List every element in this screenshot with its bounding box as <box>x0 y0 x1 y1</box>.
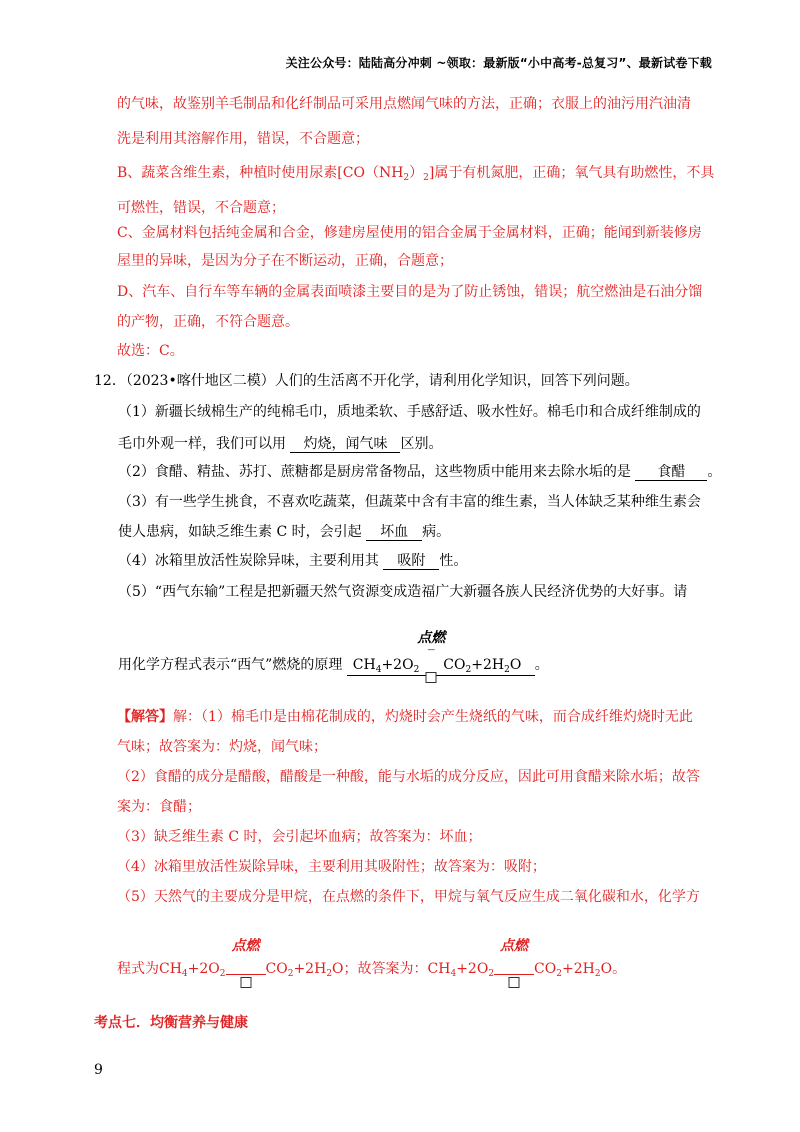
solution-condition-box-icon-1 <box>240 977 251 988</box>
q2-answer-blank: 食醋 <box>635 464 707 481</box>
q1-answer-blank: 灼烧，闻气味 <box>290 436 400 453</box>
prev-answer-a-line2: 洗是利用其溶解作用，错误，不合题意； <box>117 131 369 147</box>
solution-condition-2 <box>494 938 534 975</box>
solution-s1-line2: 气味；故答案为：灼烧，闻气味； <box>117 739 327 755</box>
solution-s2-line2: 案为：食醋； <box>117 799 201 815</box>
section-title: 考点七．均衡营养与健康 <box>94 1015 248 1031</box>
question-stem: 12．（2023•喀什地区二模）人们的生活离不开化学，请利用化学知识，回答下列问题。 <box>94 373 639 389</box>
solution-s2-line1: （2）食醋的成分是醋酸，醋酸是一种酸，能与水垢的成分反应，因此可用食醋来除水垢；故答 <box>117 769 700 785</box>
condition-text: 点燃 <box>417 630 446 646</box>
prev-answer-b-line1: B、蔬菜含维生素，种植时使用尿素$[CO(NH_2)_2]$属于有机氮肥，正确；氧气具有助燃性，不具 <box>117 165 715 183</box>
solution-condition-text-2: 点燃 <box>500 938 529 954</box>
q3-line2: 使人患病，如缺乏维生素 C 时，会引起 坏血 病。 <box>118 524 451 540</box>
solution-condition-text-1: 点燃 <box>231 938 260 954</box>
solution-tag: 【解答】 <box>117 709 173 725</box>
q4-answer-blank: 吸附 <box>383 553 439 570</box>
prev-answer-d-line1: D、汽车、自行车等车辆的金属表面喷漆主要目的是为了防止锈蚀，错误；航空燃油是石油分馏 <box>117 284 703 300</box>
prev-answer-c-line1: C、金属材料包括纯金属和合金，修建房屋使用的铝合金属于金属材料，正确；能闻到新装修房 <box>117 225 702 241</box>
solution-s4: （4）冰箱里放活性炭除异味，主要利用其吸附性；故答案为：吸附； <box>117 859 546 875</box>
q5-line1: （5）“西气东输”工程是把新疆天然气资源变成造福广大新疆各族人民经济优势的大好事。请 <box>118 584 688 600</box>
prev-answer-choice: 故选：C。 <box>117 343 184 359</box>
q3-line1: （3）有一些学生挑食，不喜欢吃蔬菜，但蔬菜中含有丰富的维生素，当人体缺乏某种维生素会 <box>118 494 701 510</box>
solution-condition-1 <box>226 938 266 975</box>
solution-condition-box-icon-2 <box>509 977 520 988</box>
q3-answer-blank: 坏血 <box>366 524 422 541</box>
q1-line1: （1）新疆长绒棉生产的纯棉毛巾，质地柔软、手感舒适、吸水性好。棉毛巾和合成纤维制成的 <box>118 404 701 420</box>
condition-dash: ‾ <box>427 648 435 664</box>
page-number: 9 <box>94 1062 103 1078</box>
prev-answer-c-line2: 屋里的异味，是因为分子在不断运动，正确，合题意； <box>117 253 453 269</box>
solution-s3: （3）缺乏维生素 C 时，会引起坏血病；故答案为：坏血； <box>117 829 482 845</box>
prev-answer-a-line1: 的气味，故鉴别羊毛制品和化纤制品可采用点燃闻气味的方法，正确；衣服上的油污用汽油清 <box>117 96 691 112</box>
q4-line: （4）冰箱里放活性炭除异味，主要利用其 吸附 性。 <box>118 553 468 569</box>
prev-answer-d-line2: 的产物，正确，不符合题意。 <box>117 314 299 330</box>
solution-s5-line1: （5）天然气的主要成分是甲烷，在点燃的条件下，甲烷与氧气反应生成二氧化碳和水，化学方 <box>117 889 700 905</box>
q1-line2: 毛巾外观一样，我们可以用 灼烧，闻气味 区别。 <box>118 436 443 452</box>
page-header: 关注公众号：陆陆高分冲刺 ~领取：最新版“小中高考-总复习”、最新试卷下载 <box>285 56 712 70</box>
solution-line1: 【解答】解：（1）棉毛巾是由棉花制成的，灼烧时会产生烧纸的气味，而合成纤维灼烧时无此 <box>117 709 693 725</box>
condition-box-icon <box>426 672 437 683</box>
reaction-condition <box>417 630 446 669</box>
prev-answer-b-line2: 可燃性，错误，不合题意； <box>117 200 285 216</box>
solution-s5-line2: 程式为$CH_4+2O_2$ 点燃 $CO_2+2H_2O$；故答案为：$CH_4+2O_2$ 点燃 $CO_2+2H_2O$。 <box>117 958 626 979</box>
q2-line: （2）食醋、精盐、苏打、蔗糖都是厨房常备物品，这些物质中能用来去除水垢的是 食醋 。 <box>118 464 722 480</box>
q5-line2: 用化学方程式表示“西气”燃烧的原理 $CH_4+2O_2$ 点燃 ‾ $CO_2+2H_2O$ 。 <box>118 654 549 676</box>
q5-equation-blank: $CH_4+2O_2$ 点燃 ‾ $CO_2+2H_2O$ <box>347 655 535 676</box>
